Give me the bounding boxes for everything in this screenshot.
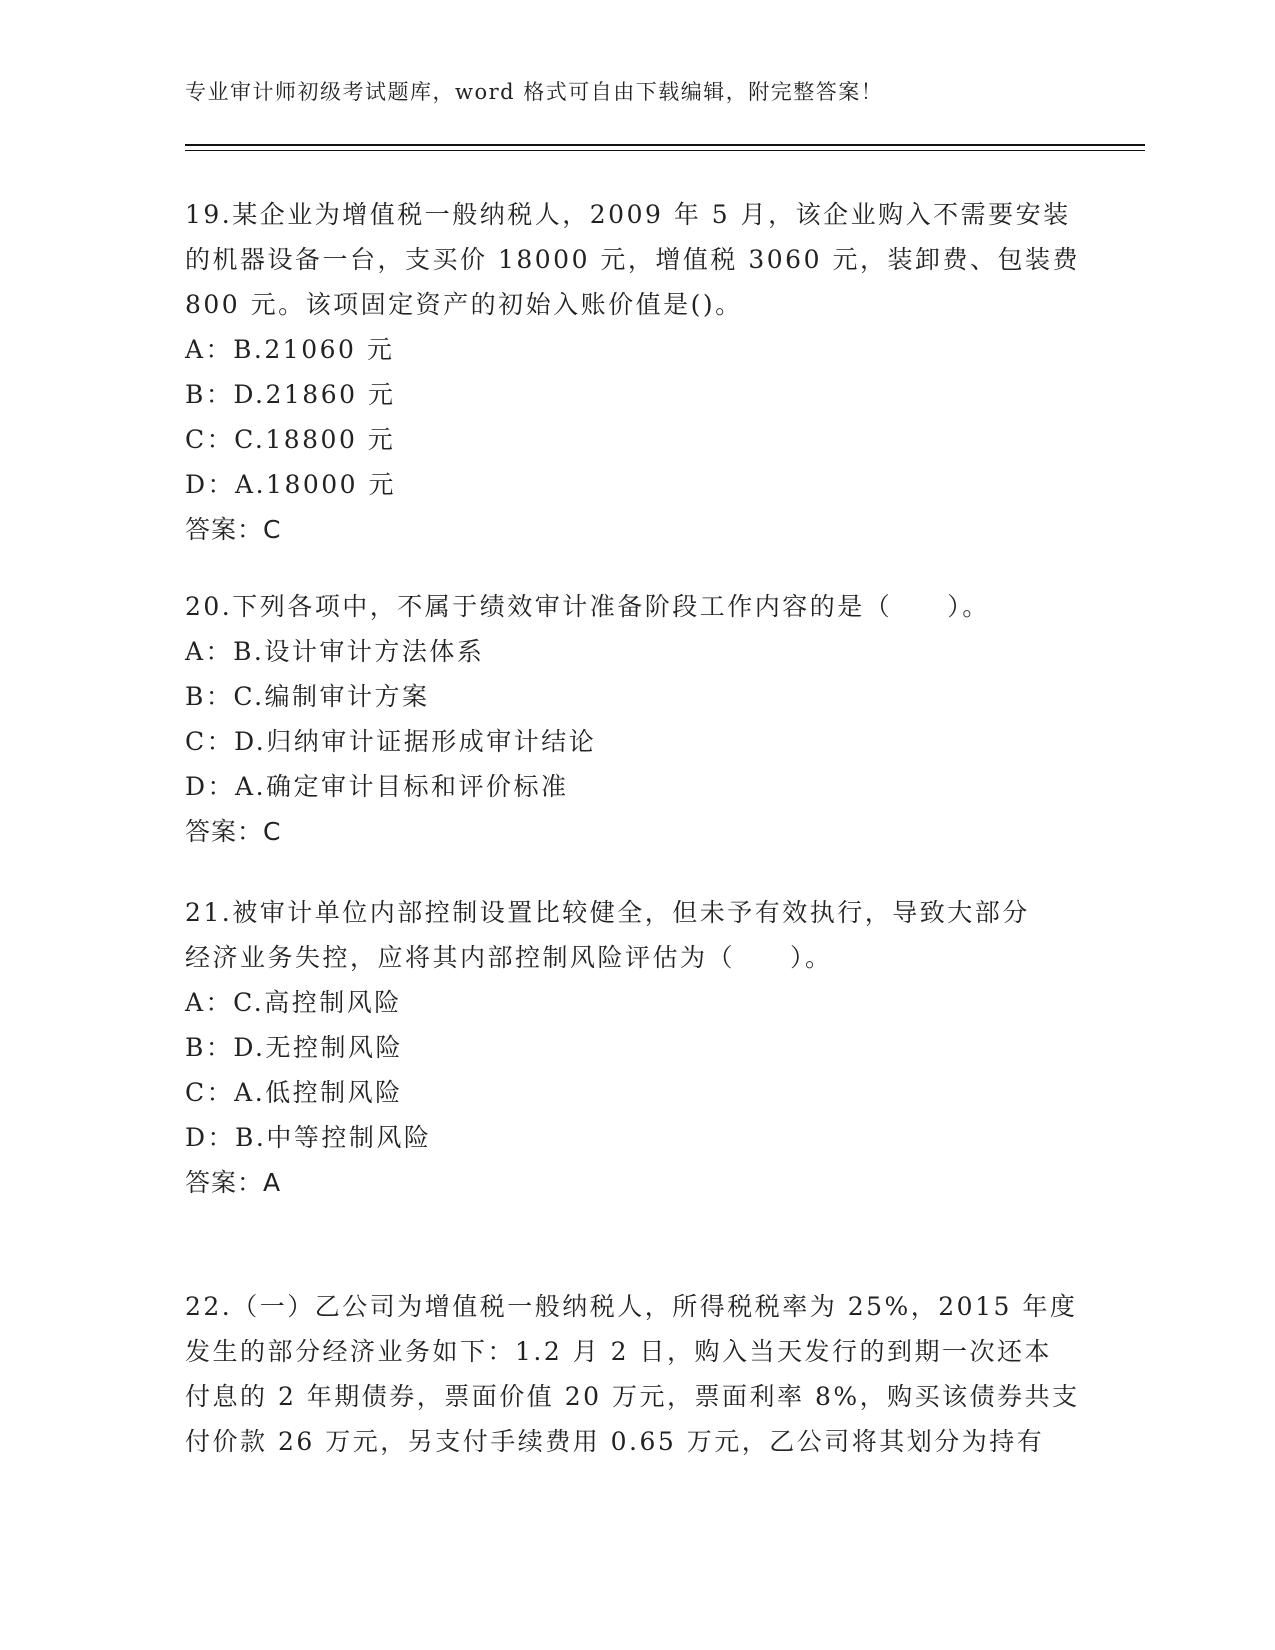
question-text-line: 22.（一）乙公司为增值税一般纳税人，所得税税率为 25%，2015 年度 (185, 1292, 1078, 1321)
option-key: D： (185, 1123, 236, 1152)
page-header: 专业审计师初级考试题库，word 格式可自由下载编辑，附完整答案！ (185, 80, 884, 104)
question-text-line: 付息的 2 年期债券，票面价值 20 万元，票面利率 8%，购买该债券共支 (185, 1382, 1080, 1411)
option-text: B.设计审计方法体系 (233, 637, 485, 666)
option-key: D： (185, 470, 236, 499)
option-d (185, 764, 1065, 809)
question-22 (185, 1284, 1080, 1464)
option-text: B.中等控制风险 (235, 1123, 432, 1152)
option-key: B： (185, 1033, 234, 1062)
option-key: C： (185, 425, 235, 454)
option-key: C： (185, 727, 235, 756)
option-text: B.21060 元 (233, 335, 395, 364)
question-text-line: 付价款 26 万元，另支付手续费用 0.65 万元，乙公司将其划分为持有 (185, 1427, 1045, 1456)
question-20 (185, 584, 1065, 854)
option-text: D.无控制风险 (233, 1033, 403, 1062)
option-text: A.确定审计目标和评价标准 (235, 772, 569, 801)
option-key: B： (185, 380, 234, 409)
answer-line: 答案：A (185, 1168, 282, 1197)
option-text: A.18000 元 (235, 470, 397, 499)
option-key: C： (185, 1078, 235, 1107)
option-a (185, 980, 1065, 1025)
question-text-line: 21.被审计单位内部控制设置比较健全，但未予有效执行，导致大部分 (185, 898, 1030, 927)
option-b (185, 674, 1065, 719)
option-c (185, 417, 1065, 462)
question-text-line: 800 元。该项固定资产的初始入账价值是()。 (185, 290, 743, 319)
question-text-line: 19.某企业为增值税一般纳税人，2009 年 5 月，该企业购入不需要安装 (185, 200, 1071, 229)
header-rule (185, 144, 1145, 151)
option-b (185, 1025, 1065, 1070)
option-text: C.编制审计方案 (233, 682, 430, 711)
option-key: B： (185, 682, 234, 711)
option-d (185, 462, 1065, 507)
option-text: C.高控制风险 (233, 988, 402, 1017)
option-b (185, 372, 1065, 417)
option-key: A： (185, 988, 234, 1017)
option-c (185, 719, 1065, 764)
option-text: D.归纳审计证据形成审计结论 (234, 727, 597, 756)
question-text-line: 经济业务失控，应将其内部控制风险评估为（ ）。 (185, 943, 833, 972)
option-text: C.18800 元 (234, 425, 396, 454)
option-text: A.低控制风险 (234, 1078, 403, 1107)
option-a (185, 629, 1065, 674)
option-a (185, 327, 1065, 372)
question-text-line: 发生的部分经济业务如下：1.2 月 2 日，购入当天发行的到期一次还本 (185, 1337, 1053, 1366)
option-c (185, 1070, 1065, 1115)
option-key: A： (185, 637, 234, 666)
question-text-line: 的机器设备一台，支买价 18000 元，增值税 3060 元，装卸费、包装费 (185, 245, 1080, 274)
option-key: D： (185, 772, 236, 801)
answer-line: 答案：C (185, 817, 282, 846)
option-text: D.21860 元 (233, 380, 396, 409)
question-21 (185, 890, 1065, 1205)
question-text-line: 20.下列各项中，不属于绩效审计准备阶段工作内容的是（ ）。 (185, 592, 990, 621)
answer-line: 答案：C (185, 515, 282, 544)
option-d (185, 1115, 1065, 1160)
option-key: A： (185, 335, 234, 364)
question-19 (185, 192, 1080, 552)
